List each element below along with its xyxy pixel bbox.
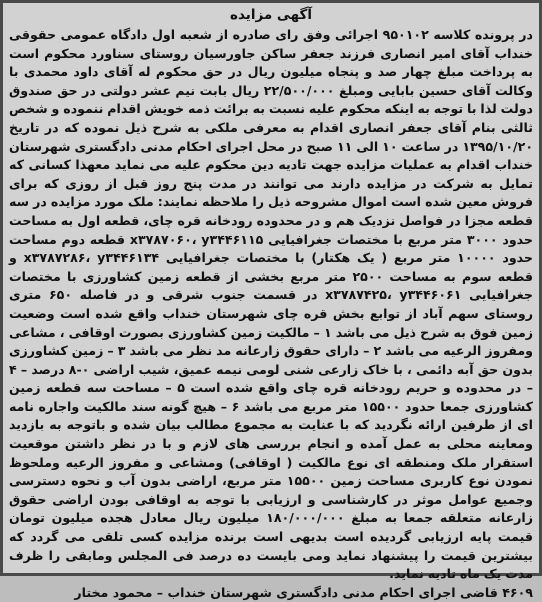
notice-title: آگهی مزایده [230,7,312,23]
notice-signature: ۴۶۰۹ قاضی اجرای احکام مدنی دادگستری شهرستان خنداب – محمود مختار [74,584,533,600]
notice-body: در پرونده کلاسه ۹۵۰۱۰۲ اجرائی وفق رای صادره از شعبه اول دادگاه عمومی حقوقی خنداب آقای امیر انصاری فرزند جعفر ساکن جاورسیان روستای سناورد محکوم است به پرداخت مبلغ چهار صد و پنجاه میلیون ریال در حق محکوم له آقای داود محمدی با وکالت آقای حسین بابایی ومبلغ ۲۲/۵۰۰/۰۰۰ ریال بابت نیم عشر دولتی در حق صندوق دولت لذا با توجه به اینکه محکوم علیه نسبت به برائت ذمه خویش اقدام ننموده و شخص ثالثی بنام آقای جعفر انصاری اقدام به معرفی ملکی به شرح ذیل نموده که در تاریخ ۱۳۹۵/۱۰/۲۰ در ساعت ۱۰ الی ۱۱ صبح در محل اجرای احکام مدنی دادگستری شهرستان خنداب اقدام به عملیات مزایده جهت تادیه دین محکوم علیه می نماید معهذا کسانی که تمایل به شرکت در مزایده دارند می توانند در مدت پنج روز قبل از روزی که برای فروش معین شده است اموال مشروحه ذیل را ملاحظه نمایند: ملک مورد مزایده در سه قطعه مجزا در فواصل نزدیک هم و در محدوده رودخانه قره چای، قطعه اول به مساحت حدود ۳۰۰۰ متر مربع با مختصات جغرافیایی x۳۷۸۷۰۶۰، y۳۴۴۶۱۱۵ قطعه دوم مساحت حدود ۱۰۰۰۰ متر مربع ( یک هکتار) با مختصات جغرافیایی x۳۷۸۷۲۸۶، y۳۴۴۶۱۳۴ و قطعه سوم به مساحت ۲۵۰۰ متر مربع بخشی از قطعه زمین کشاورزی با مختصات جغرافیایی x۳۷۸۷۴۲۵، y۳۴۴۶۰۶۱ در قسمت جنوب شرقی و در فاصله ۶۵۰ متری روستای سهم آباد از توابع بخش قره چای شهرستان خنداب واقع شده است وضعیت زمین فوق به شرح ذیل می باشد ۱ – مالکیت زمین کشاورزی بصورت اوقافی ، مشاعی ومفروز الرعیه می باشد ۲ – دارای حقوق زارعانه مد نظر می باشد ۳ – زمین کشاورزی بدون حق آبه دائمی ، با خاک زارعی شنی لومی نیمه عمیق، شیب اراضی ۰-۸ درصد – ۴ – در محدوده و حریم رودخانه قره چای واقع شده است ۵ – مساحت سه قطعه زمین کشاورزی جمعا حدود ۱۵۵۰۰ متر مربع می باشد ۶ – هیچ گونه سند مالکیت واجاره نامه ای از طرفین ارائه نگردید که با عنایت به مجموع مطالب بیان شده و باتوجه به بازدید ومعاینه محلی به عمل آمده و انجام بررسی های لازم و با در نظر داشتن موقعیت استقرار ملک ومنطقه ای نوع مالکیت ( اوقافی) ومشاعی و مفروز الرعیه وملحوظ نمودن نوع کاربری مساحت زمین ۱۵۵۰۰ متر مربع، اراضی بدون آب و نحوه دسترسی وجمیع عوامل موثر در کارشناسی و ارزیابی با توجه به اوقافی بودن اراضی حقوق زارعانه متعلقه جمعا به مبلغ ۱۸۰/۰۰۰/۰۰۰ میلیون ریال معادل هجده میلیون تومان قیمت پایه ارزیابی گردیده است بدیهی است برنده مزایده کسی تلقی می گردد که بیشترین قیمت را پیشنهاد نماید ومی بایست ده درصد فی المجلس ومابقی را ظرف مدت یک ماه تادیه نماید. [9,27,534,582]
